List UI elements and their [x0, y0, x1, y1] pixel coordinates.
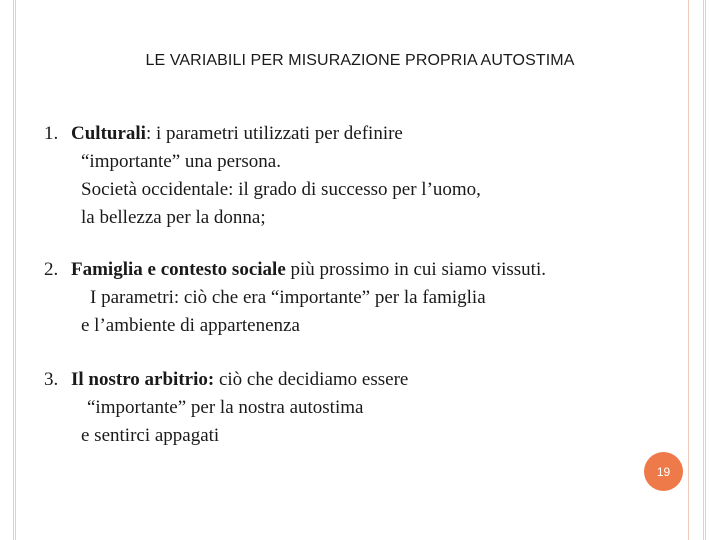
item-text: ciò che decidiamo essere: [214, 369, 409, 390]
item-text: e sentirci appagati: [81, 425, 220, 446]
slide-title: LE VARIABILI PER MISURAZIONE PROPRIA AUTOSTIMA: [145, 52, 575, 69]
item-text: più prossimo in cui siamo vissuti.: [285, 259, 546, 280]
item-text: I parametri: ciò che era “importante” per la famiglia: [90, 287, 486, 308]
right-frame-inner-line: [688, 0, 689, 540]
item-text: “importante” una persona.: [81, 151, 281, 172]
page-number-badge: [644, 452, 683, 491]
item-text: la bellezza per la donna;: [81, 207, 266, 228]
item-number: 2.: [44, 259, 59, 280]
item-text: Società occidentale: il grado di successo per l’uomo,: [81, 179, 481, 200]
right-frame-border: [703, 0, 706, 540]
item-number: 1.: [44, 123, 59, 144]
item-heading: Culturali: [71, 123, 146, 144]
list-item-culturali: [44, 120, 481, 232]
left-frame-border: [13, 0, 16, 540]
item-heading: Famiglia e contesto sociale: [71, 259, 286, 280]
item-number: 3.: [44, 369, 59, 390]
page-number: 19: [656, 464, 671, 479]
item-text: : i parametri utilizzati per definire: [145, 123, 403, 144]
list-item-arbitrio: [44, 366, 408, 450]
item-text: e l’ambiente di appartenenza: [81, 315, 300, 336]
list-item-famiglia: [44, 256, 546, 340]
item-heading: Il nostro arbitrio:: [71, 369, 215, 390]
item-text: “importante” per la nostra autostima: [87, 397, 364, 418]
